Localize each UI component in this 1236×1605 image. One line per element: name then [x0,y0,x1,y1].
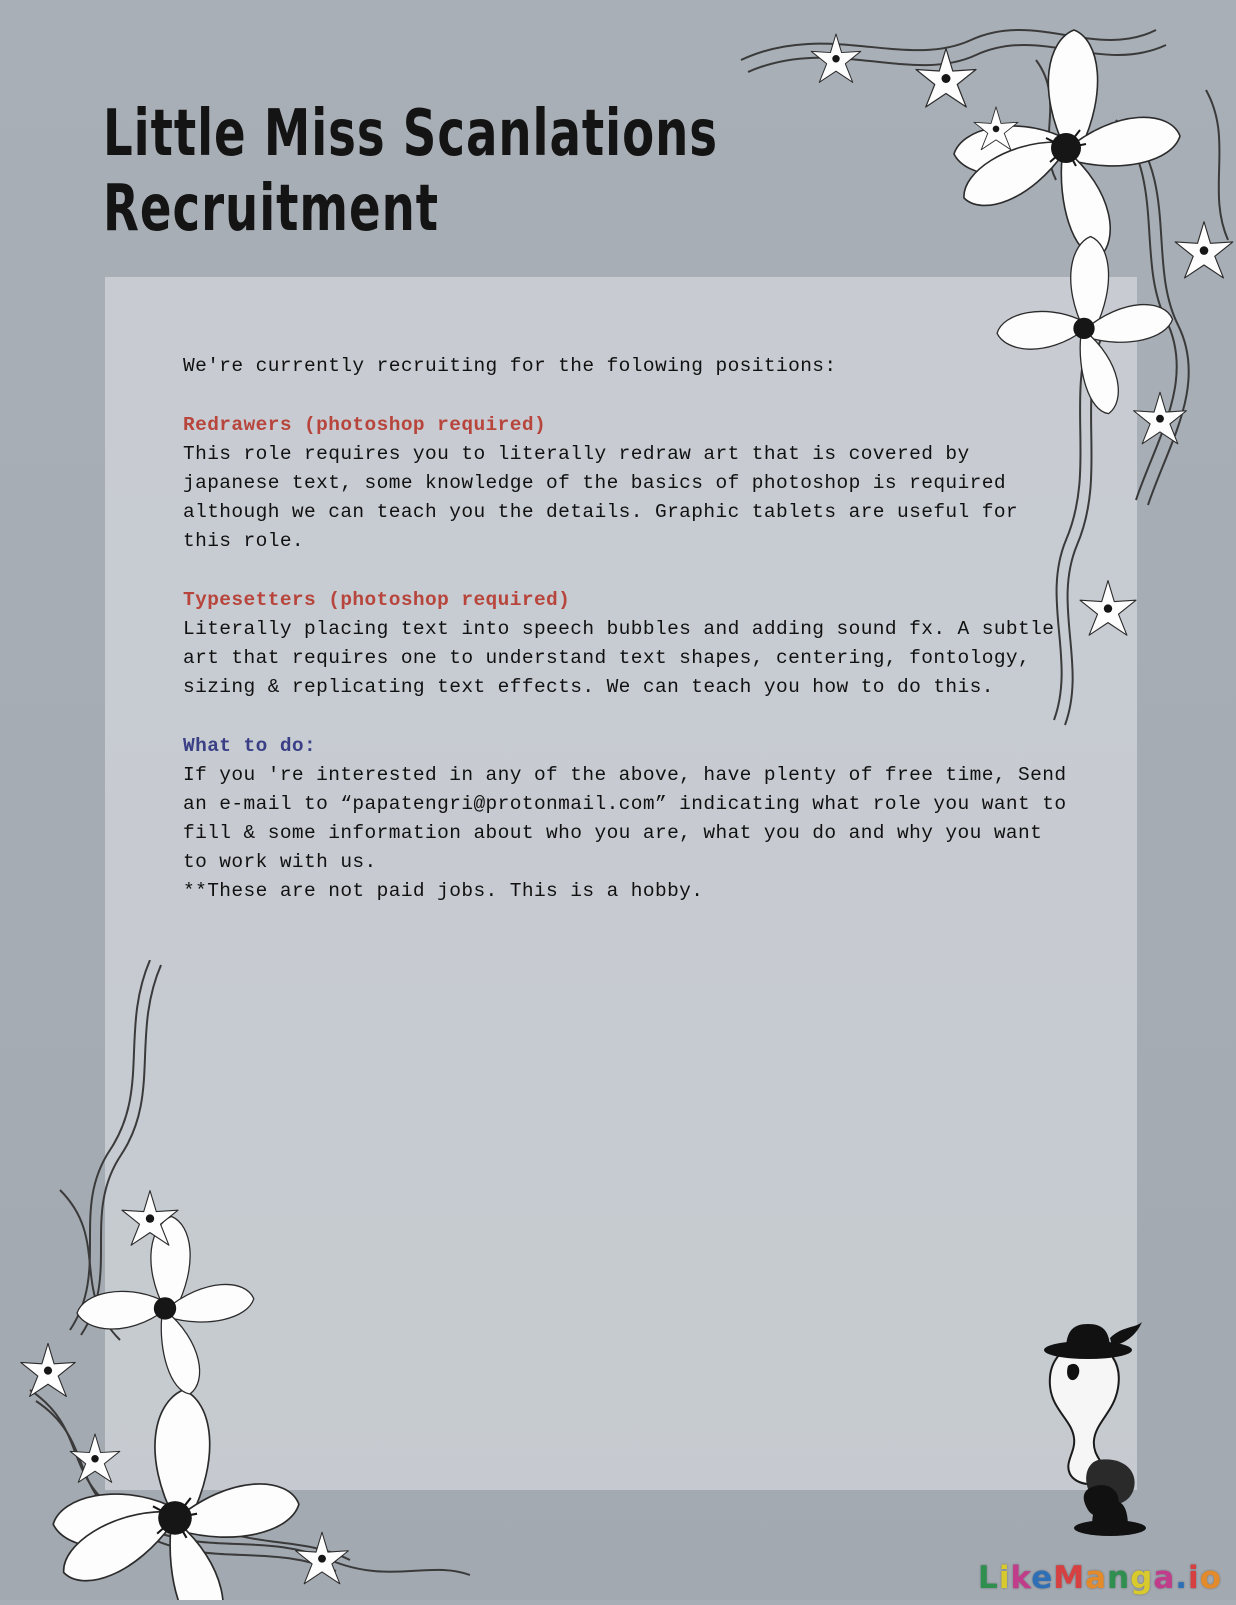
watermark-letter: e [1031,1560,1054,1596]
watermark-letter: i [1188,1560,1200,1596]
site-watermark [978,1560,1222,1596]
watermark-letter: i [998,1560,1011,1596]
section-body-what-to-do: If you 're interested in any of the above, have plenty of free time, Send an e-mail to “papatengri@protonmail.com” indicating what role you want to fill & some information about who you are, what you do and why you want to work with us. [183,764,1067,873]
section-heading-redrawers: Redrawers (photoshop required) [183,414,547,436]
section-heading-typesetters: Typesetters (photoshop required) [183,589,571,611]
section-heading-what-to-do: What to do: [183,735,317,757]
watermark-letter: k [1010,1560,1032,1596]
watermark-letter: L [978,1560,999,1596]
section-body-redrawers: This role requires you to literally redraw art that is covered by japanese text, some knowledge of the basics of photoshop is required although we can teach you the details. Graphic tablets are useful for this role. [183,443,1019,552]
title-line-2: Recruitment [103,170,440,245]
section-body-typesetters: Literally placing text into speech bubbles and adding sound fx. A subtle art that requires one to understand text shapes, centering, fontology, sizing & replicating text effects. We can teach you how to do this. [183,618,1055,698]
intro-text: We're currently recruiting for the folowing positions: [183,355,837,377]
page-title [103,90,863,245]
watermark-letter: . [1175,1560,1189,1596]
recruitment-content [183,352,1073,906]
watermark-letter: n [1107,1560,1131,1596]
watermark-letter: M [1053,1560,1086,1596]
watermark-letter: a [1085,1560,1108,1596]
disclaimer-note: **These are not paid jobs. This is a hobby. [183,880,704,902]
watermark-letter: a [1153,1560,1176,1596]
title-line-1: Little Miss Scanlations [103,95,718,171]
watermark-letter: o [1199,1560,1222,1596]
watermark-letter: g [1130,1560,1154,1596]
